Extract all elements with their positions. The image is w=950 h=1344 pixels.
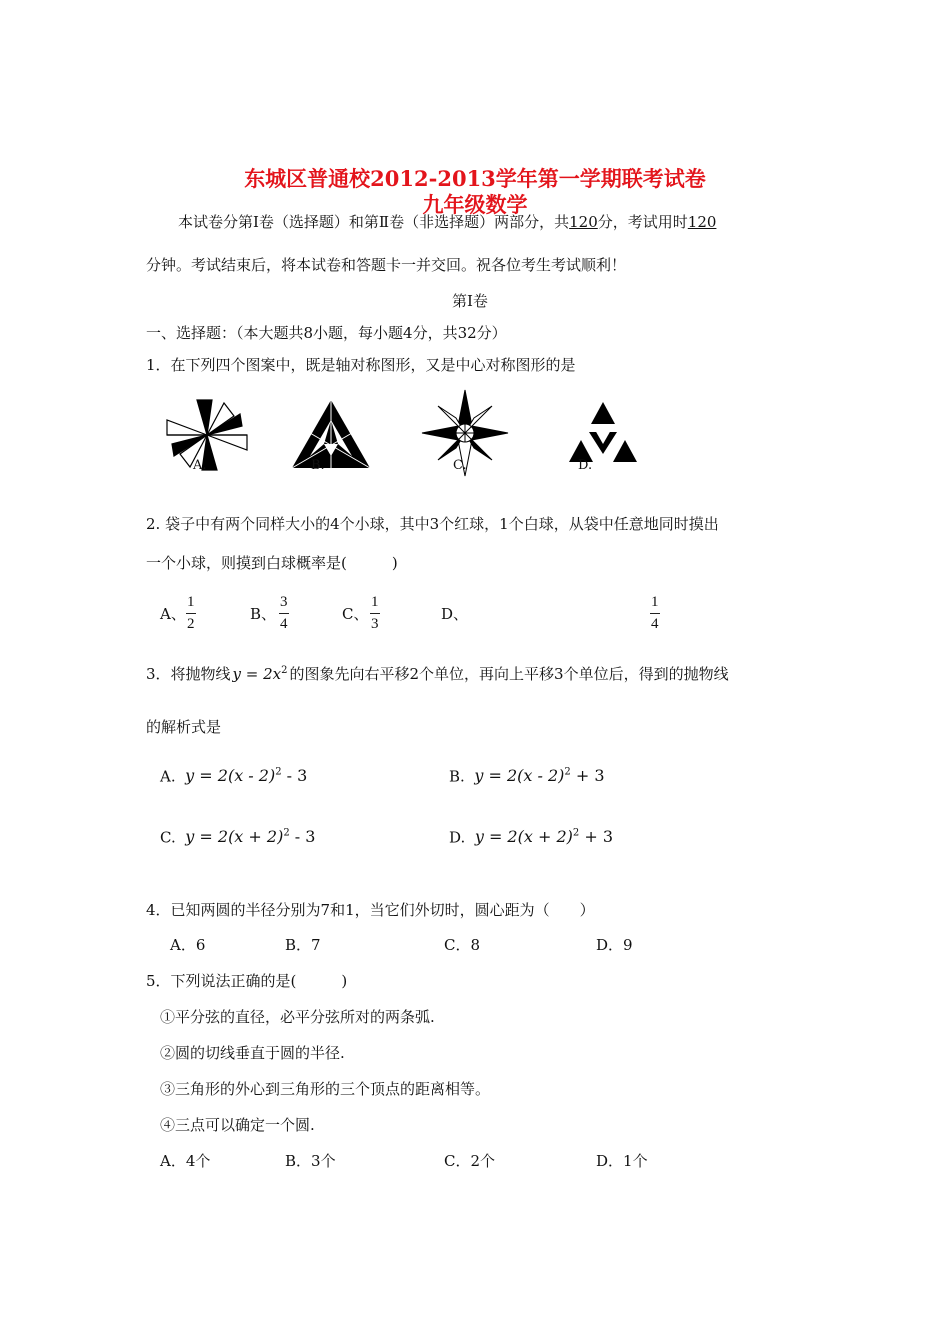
- figure-c-label: C.: [453, 458, 467, 473]
- exam-title: 东城区普通校2012-2013学年第一学期联考试卷: [244, 166, 706, 191]
- intro-text-a: 本试卷分第Ⅰ卷（选择题）和第Ⅱ卷（非选择题）两部分，共: [178, 213, 570, 231]
- q3-option-d: [449, 829, 613, 845]
- fraction-denominator: 3: [371, 616, 379, 632]
- q3-equation: [231, 665, 290, 683]
- q1-text: 1．在下列四个图案中，既是轴对称图形，又是中心对称图形的是: [146, 356, 576, 374]
- expr-exponent: 2: [564, 767, 571, 778]
- q3-option-a-expr: [185, 766, 307, 785]
- q2-option-d-fraction: [650, 594, 660, 633]
- expr-base: y = 2(x - 2): [474, 766, 565, 786]
- part-heading: 第Ⅰ卷: [452, 292, 488, 310]
- q3-equation-base: y = 2x: [232, 665, 282, 683]
- q2-option-d-label: D、: [441, 605, 469, 623]
- q5-statement-2: ②圆的切线垂直于圆的半径.: [160, 1044, 345, 1062]
- intro-score: 120: [569, 213, 598, 231]
- expr-base: y = 2(x + 2): [474, 827, 573, 847]
- fraction-denominator: 4: [651, 616, 659, 632]
- fraction-numerator: 1: [651, 594, 659, 610]
- intro-text-b: 分，考试用时: [597, 213, 688, 231]
- q3-line-1: [146, 666, 729, 682]
- figure-d-label: D.: [578, 458, 593, 473]
- q2-line-2: 一个小球，则摸到白球概率是( ): [146, 554, 398, 572]
- q4-option-d: D．9: [596, 936, 633, 954]
- fraction-denominator: 4: [280, 616, 288, 632]
- q5-statement-1: ①平分弦的直径，必平分弦所对的两条弧.: [160, 1008, 435, 1026]
- expr-tail: + 3: [570, 766, 605, 786]
- q3-equation-exponent: 2: [281, 665, 288, 676]
- q3-option-d-label: D.: [449, 828, 466, 847]
- expr-exponent: 2: [283, 828, 290, 839]
- expr-base: y = 2(x + 2): [185, 827, 284, 847]
- q3-option-b: [449, 768, 605, 784]
- q4-option-c: C．8: [444, 936, 481, 954]
- fraction-numerator: 3: [280, 594, 288, 610]
- q5-option-a: A．4个: [160, 1152, 211, 1170]
- q3-option-c-label: C.: [160, 828, 176, 847]
- q3-text-b: 的图象先向右平移2个单位，再向上平移3个单位后，得到的抛物线: [289, 665, 729, 683]
- q4-option-b: B．7: [285, 936, 321, 954]
- section-heading: 一、选择题：（本大题共8小题，每小题4分，共32分）: [146, 324, 507, 342]
- intro-line-1: [178, 215, 716, 230]
- q3-option-d-expr: [475, 827, 613, 846]
- q2-option-c-label: C、: [342, 605, 369, 623]
- q3-option-c-expr: [185, 827, 315, 846]
- q4-text: 4．已知两圆的半径分别为7和1，当它们外切时，圆心距为（ ）: [146, 901, 595, 919]
- q5-statement-4: ④三点可以确定一个圆.: [160, 1116, 315, 1134]
- q3-option-b-expr: [474, 766, 604, 785]
- fraction-numerator: 1: [371, 594, 379, 610]
- q2-option-a-fraction: [186, 594, 196, 633]
- q3-option-c: [160, 829, 315, 845]
- fraction-numerator: 1: [187, 594, 195, 610]
- expr-tail: + 3: [579, 827, 614, 847]
- q2-option-b-label: B、: [250, 605, 277, 623]
- intro-line-2: 分钟。考试结束后，将本试卷和答题卡一并交回。祝各位考生考试顺利！: [146, 256, 627, 274]
- expr-base: y = 2(x - 2): [185, 766, 276, 786]
- q5-option-b: B．3个: [285, 1152, 336, 1170]
- q4-option-a: A．6: [170, 936, 206, 954]
- figure-a-pinwheel: [162, 398, 252, 472]
- q3-text-a: 3．将抛物线: [146, 665, 231, 683]
- expr-exponent: 2: [572, 828, 580, 839]
- q2-line-1: 2. 袋子中有两个同样大小的4个小球，其中3个红球，1个白球，从袋中任意地同时摸出: [146, 515, 719, 533]
- expr-exponent: 2: [275, 767, 282, 778]
- q2-option-b-fraction: [279, 594, 289, 633]
- expr-tail: - 3: [281, 766, 308, 786]
- q2-option-c-fraction: [370, 594, 380, 633]
- q3-line-2: 的解析式是: [146, 718, 222, 736]
- q5-option-c: C．2个: [444, 1152, 496, 1170]
- q3-option-a: [160, 768, 307, 784]
- q5-statement-3: ③三角形的外心到三角形的三个顶点的距离相等。: [160, 1080, 491, 1098]
- exam-subtitle: 九年级数学: [422, 192, 528, 217]
- figure-b-label: B.: [311, 458, 325, 473]
- q5-text: 5．下列说法正确的是( ): [146, 972, 348, 990]
- figure-d-triangles: [565, 400, 641, 468]
- figure-a-label: A.: [193, 458, 207, 473]
- q3-option-b-label: B.: [449, 767, 465, 786]
- expr-tail: - 3: [289, 827, 316, 847]
- fraction-denominator: 2: [187, 616, 195, 632]
- figure-b-triangle: [290, 398, 372, 470]
- q3-option-a-label: A.: [160, 767, 176, 786]
- q5-option-d: D．1个: [596, 1152, 648, 1170]
- q2-option-a-label: A、: [160, 605, 186, 623]
- intro-time: 120: [687, 213, 717, 231]
